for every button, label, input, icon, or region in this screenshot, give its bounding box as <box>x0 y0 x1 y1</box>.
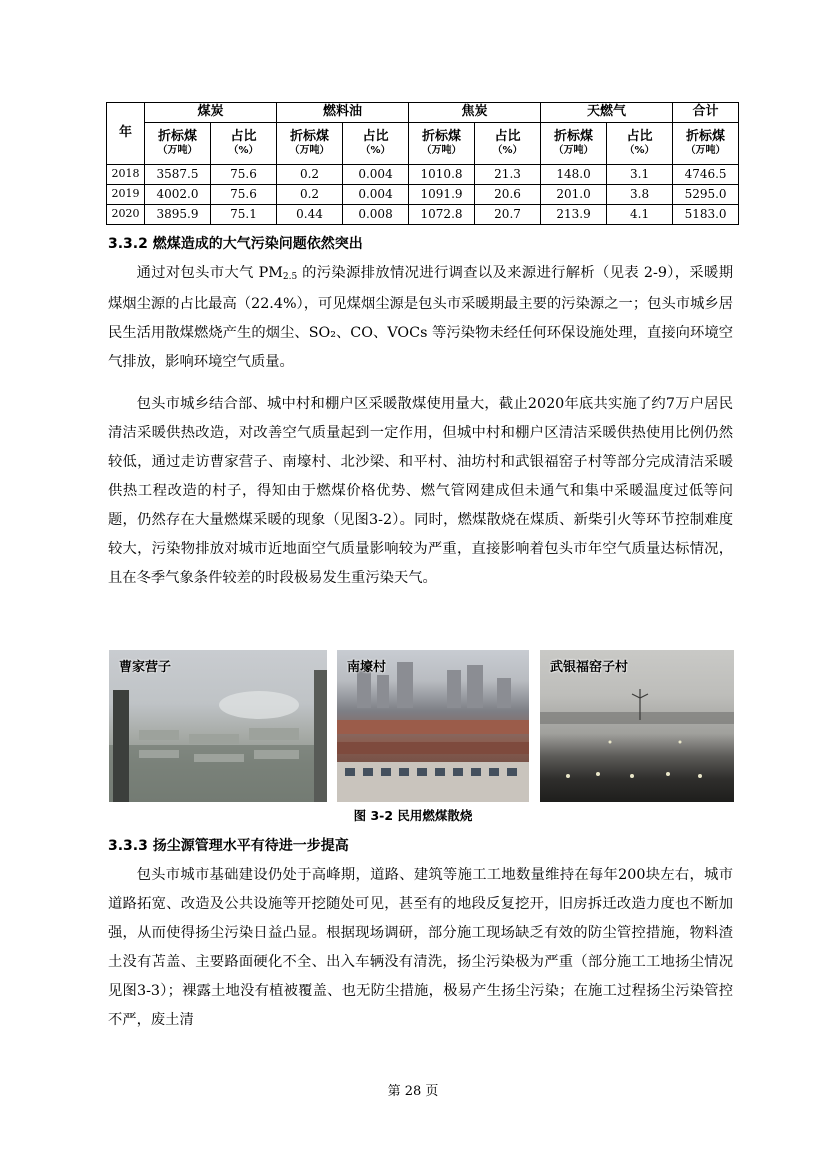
cell-coal-standard: 3895.9 <box>145 205 211 225</box>
page-number: 第 28 页 <box>387 1084 439 1099</box>
figure-caption: 图 3-2 民用燃煤散烧 <box>353 808 473 823</box>
cell-coke-share: 20.6 <box>475 185 541 205</box>
group-header-fuel-oil: 燃料油 <box>277 103 409 123</box>
sub-header-share: 占比 （%） <box>343 123 409 165</box>
cell-coal-standard: 3587.5 <box>145 165 211 185</box>
sub-header-standard-coal: 折标煤 （万吨） <box>409 123 475 165</box>
table-row <box>107 205 739 225</box>
group-header-natural-gas: 天燃气 <box>541 103 673 123</box>
section-heading-3-3-2: 3.3.2 燃煤造成的大气污染问题依然突出 <box>108 236 363 252</box>
photo-caojiayingzi <box>109 650 327 802</box>
cell-oil-share: 0.008 <box>343 205 409 225</box>
sub-header-share: 占比 （%） <box>475 123 541 165</box>
cell-coal-share: 75.1 <box>211 205 277 225</box>
paragraph-coal-heating: 包头市城乡结合部、城中村和棚户区采暖散煤使用量大，截止2020年底共实施了约7万户居民清洁采暖供热改造，对改善空气质量起到一定作用，但城中村和棚户区清洁采暖供热使用比例仍然较低，通过走访曹家营子、南壕村、北沙梁、和平村、油坊村和武银福窑子村等部分完成清洁采暖供热工程改造的村子，得知由于燃煤价格优势、燃气管网建成但未通气和集中采暖温度过低等问题，仍然存在大量燃煤采暖的现象（见图3-2）。同时，燃煤散烧在煤质、新柴引火等环节控制难度较大，污染物排放对城市近地面空气质量影响较为严重，直接影响着包头市年空气质量达标情况，且在冬季气象条件较差的时段极易发生重污染天气。 <box>108 396 733 586</box>
photo-label: 武银福窑子村 <box>550 660 629 675</box>
sub-header-standard-coal: 折标煤 （万吨） <box>541 123 607 165</box>
year-header: 年 <box>107 103 145 165</box>
cell-total: 5183.0 <box>673 205 739 225</box>
photo-label: 南壕村 <box>347 660 387 675</box>
sub-header-standard-coal: 折标煤 （万吨） <box>145 123 211 165</box>
cell-oil-share: 0.004 <box>343 165 409 185</box>
photo-label: 曹家营子 <box>119 660 172 675</box>
cell-oil-standard: 0.2 <box>277 185 343 205</box>
cell-oil-share: 0.004 <box>343 185 409 205</box>
cell-gas-share: 3.1 <box>607 165 673 185</box>
sub-header-share: 占比 （%） <box>607 123 673 165</box>
table-row <box>107 165 739 185</box>
cell-coal-share: 75.6 <box>211 165 277 185</box>
cell-coke-standard: 1010.8 <box>409 165 475 185</box>
cell-gas-share: 4.1 <box>607 205 673 225</box>
cell-coke-share: 20.7 <box>475 205 541 225</box>
cell-year: 2019 <box>107 185 145 205</box>
cell-oil-standard: 0.44 <box>277 205 343 225</box>
cell-coal-share: 75.6 <box>211 185 277 205</box>
energy-consumption-table <box>106 102 739 225</box>
group-header-coal: 煤炭 <box>145 103 277 123</box>
cell-oil-standard: 0.2 <box>277 165 343 185</box>
paragraph-dust-sources: 包头市城市基础建设仍处于高峰期，道路、建筑等施工工地数量维持在每年200块左右，城市道路拓宽、改造及公共设施等开挖随处可见，甚至有的地段反复挖开，旧房拆迁改造力度也不断加强，从而使得扬尘污染日益凸显。根据现场调研，部分施工现场缺乏有效的防尘管控措施，物料渣土没有苫盖、主要路面硬化不全、出入车辆没有清洗，扬尘污染极为严重（部分施工工地扬尘情况见图3-3）；裸露土地没有植被覆盖、也无防尘措施，极易产生扬尘污染；在施工过程扬尘污染管控不严，废土清 <box>108 867 733 1028</box>
section-heading-3-3-3: 3.3.3 扬尘源管理水平有待进一步提高 <box>108 838 349 854</box>
paragraph-pm25-sources: 通过对包头市大气 PM2.5 的污染源排放情况进行调查以及来源进行解析（见表 2-9），采暖期煤烟尘源的占比最高（22.4%），可见煤烟尘源是包头市采暖期最主要的污染源之一；包头市城乡居民生活用散煤燃烧产生的烟尘、SO₂、CO、VOCs 等污染物未经任何环保设施处理，直接向环境空气排放，影响环境空气质量。 <box>108 265 733 370</box>
cell-total: 5295.0 <box>673 185 739 205</box>
sub-header-standard-coal: 折标煤 （万吨） <box>277 123 343 165</box>
table-row <box>107 185 739 205</box>
cell-gas-share: 3.8 <box>607 185 673 205</box>
sub-header-share: 占比 （%） <box>211 123 277 165</box>
cell-coke-share: 21.3 <box>475 165 541 185</box>
cell-gas-standard: 148.0 <box>541 165 607 185</box>
group-header-total: 合计 <box>673 103 739 123</box>
photo-wuyinfuyaozicun <box>540 650 734 802</box>
cell-gas-standard: 213.9 <box>541 205 607 225</box>
cell-year: 2018 <box>107 165 145 185</box>
cell-coke-standard: 1072.8 <box>409 205 475 225</box>
cell-coal-standard: 4002.0 <box>145 185 211 205</box>
photo-nanhaocun <box>337 650 529 802</box>
cell-coke-standard: 1091.9 <box>409 185 475 205</box>
cell-total: 4746.5 <box>673 165 739 185</box>
cell-year: 2020 <box>107 205 145 225</box>
sub-header-standard-coal: 折标煤 （万吨） <box>673 123 739 165</box>
group-header-coke: 焦炭 <box>409 103 541 123</box>
cell-gas-standard: 201.0 <box>541 185 607 205</box>
